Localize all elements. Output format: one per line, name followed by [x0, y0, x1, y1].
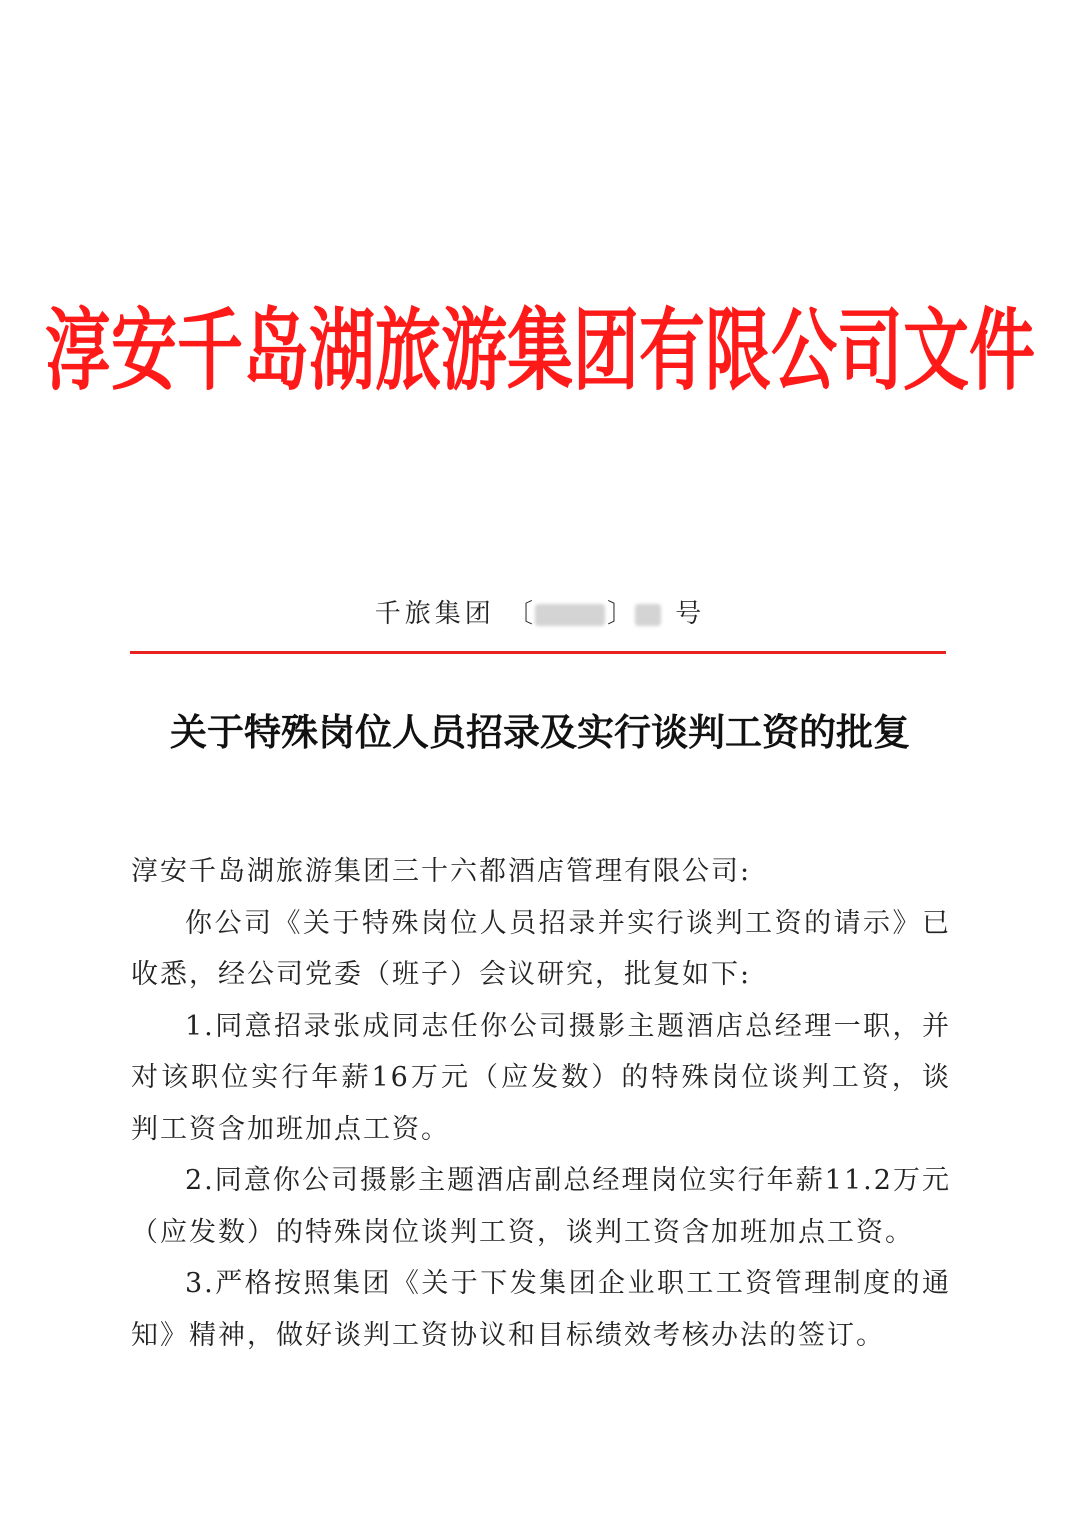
- redacted-year: [535, 604, 605, 626]
- body-paragraph: 1.同意招录张成同志任你公司摄影主题酒店总经理一职，并对该职位实行年薪16万元（应发数）的特殊岗位谈判工资，谈判工资含加班加点工资。: [131, 1010, 951, 1145]
- body-paragraph: 3.严格按照集团《关于下发集团企业职工工资管理制度的通知》精神，做好谈判工资协议和目标绩效考核办法的签订。: [131, 1268, 951, 1351]
- document-body: [131, 846, 951, 1361]
- doc-number-prefix: 千旅集团: [374, 599, 495, 629]
- doc-number-close-bracket: 〕: [607, 599, 634, 629]
- red-divider-line: [130, 651, 946, 654]
- document-title: 关于特殊岗位人员招录及实行谈判工资的批复: [170, 710, 910, 754]
- body-paragraph: 你公司《关于特殊岗位人员招录并实行谈判工资的请示》已收悉，经公司党委（班子）会议研究，批复如下:: [131, 907, 951, 990]
- body-paragraph: 2.同意你公司摄影主题酒店副总经理岗位实行年薪11.2万元（应发数）的特殊岗位谈判工资，谈判工资含加班加点工资。: [131, 1165, 951, 1248]
- doc-number-suffix: 号: [675, 599, 706, 629]
- masthead-title: 淳安千岛湖旅游集团有限公司文件: [45, 299, 1035, 404]
- redacted-number: [635, 604, 661, 626]
- document-number: [0, 592, 1080, 636]
- addressee: 淳安千岛湖旅游集团三十六都酒店管理有限公司:: [131, 856, 752, 887]
- doc-number-open-bracket: 〔: [506, 599, 533, 629]
